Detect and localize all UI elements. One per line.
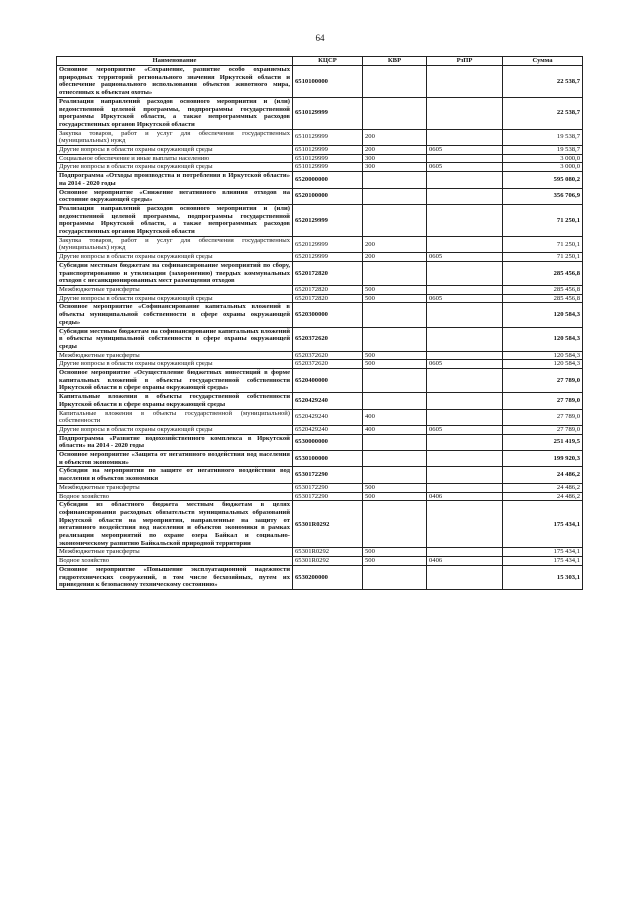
- cell-kvr: [363, 66, 427, 98]
- cell-kcsr: 6530172290: [293, 492, 363, 501]
- cell-name: Основное мероприятие «Снижение негативного влияния отходов на состояние окружающей среды»: [57, 188, 293, 204]
- cell-sum: 24 486,2: [503, 467, 583, 483]
- cell-name: Межбюджетные трансферты: [57, 548, 293, 557]
- header-kcsr: КЦСР: [293, 57, 363, 66]
- cell-sum: 24 486,2: [503, 492, 583, 501]
- cell-kcsr: 65301R0292: [293, 501, 363, 548]
- cell-name: Водное хозяйство: [57, 557, 293, 566]
- cell-kcsr: 6510129999: [293, 146, 363, 155]
- cell-sum: 24 486,2: [503, 483, 583, 492]
- cell-kvr: [363, 97, 427, 129]
- cell-sum: 3 000,0: [503, 154, 583, 163]
- cell-kcsr: 6510129999: [293, 129, 363, 145]
- table-row: [57, 129, 583, 145]
- cell-rzpr: 0605: [427, 253, 503, 262]
- cell-rzpr: [427, 501, 503, 548]
- cell-kvr: 500: [363, 557, 427, 566]
- cell-rzpr: [427, 172, 503, 188]
- cell-rzpr: [427, 236, 503, 252]
- table-row: [57, 163, 583, 172]
- table-row: [57, 393, 583, 409]
- cell-sum: 22 538,7: [503, 66, 583, 98]
- cell-kvr: [363, 303, 427, 327]
- cell-kcsr: 6530000000: [293, 434, 363, 450]
- cell-rzpr: [427, 261, 503, 285]
- cell-kvr: 500: [363, 351, 427, 360]
- table-row: [57, 483, 583, 492]
- header-sum: Сумма: [503, 57, 583, 66]
- cell-sum: 175 434,1: [503, 557, 583, 566]
- table-row: [57, 188, 583, 204]
- cell-kvr: [363, 501, 427, 548]
- cell-kvr: 500: [363, 483, 427, 492]
- cell-kvr: 200: [363, 253, 427, 262]
- header-name: Наименование: [57, 57, 293, 66]
- cell-rzpr: [427, 548, 503, 557]
- cell-kcsr: 6520000000: [293, 172, 363, 188]
- cell-name: Капитальные вложения в объекты государственной собственности Иркутской области в сфере охраны окружающей среды: [57, 393, 293, 409]
- cell-sum: 19 538,7: [503, 129, 583, 145]
- cell-rzpr: [427, 434, 503, 450]
- cell-sum: 22 538,7: [503, 97, 583, 129]
- cell-kvr: [363, 393, 427, 409]
- cell-sum: 3 000,0: [503, 163, 583, 172]
- cell-kcsr: 6520129999: [293, 253, 363, 262]
- cell-rzpr: [427, 129, 503, 145]
- cell-kvr: [363, 327, 427, 351]
- cell-sum: 27 789,0: [503, 425, 583, 434]
- cell-name: Закупка товаров, работ и услуг для обеспечения государственных (муниципальных) нужд: [57, 129, 293, 145]
- cell-rzpr: 0605: [427, 146, 503, 155]
- table-row: [57, 557, 583, 566]
- cell-kvr: 200: [363, 129, 427, 145]
- cell-kvr: [363, 172, 427, 188]
- cell-sum: 71 250,1: [503, 204, 583, 236]
- cell-rzpr: 0605: [427, 294, 503, 303]
- cell-sum: 27 789,0: [503, 369, 583, 393]
- cell-rzpr: [427, 565, 503, 589]
- cell-kvr: 300: [363, 154, 427, 163]
- cell-kcsr: 6530172290: [293, 467, 363, 483]
- cell-sum: 71 250,1: [503, 236, 583, 252]
- cell-kcsr: 6510129999: [293, 163, 363, 172]
- cell-name: Другие вопросы в области охраны окружающей среды: [57, 146, 293, 155]
- header-rzpr: РзПР: [427, 57, 503, 66]
- table-row: [57, 294, 583, 303]
- cell-kvr: 500: [363, 492, 427, 501]
- table-row: [57, 172, 583, 188]
- cell-name: Субсидии из областного бюджета местным бюджетам в целях софинансирования расходных обязательств муниципальных образований Иркутской области на мероприятия, направленные на защиту от негативного воздействия вод населения и объектов экономики в рамках реализации мероприятий по охране озера Байкал и социально-экономическому развитию Байкальской природной территории: [57, 501, 293, 548]
- cell-kvr: 500: [363, 548, 427, 557]
- cell-rzpr: [427, 303, 503, 327]
- cell-name: Другие вопросы в области охраны окружающей среды: [57, 360, 293, 369]
- cell-rzpr: [427, 467, 503, 483]
- cell-rzpr: [427, 285, 503, 294]
- table-row: [57, 303, 583, 327]
- budget-table: [56, 56, 583, 590]
- cell-kvr: 500: [363, 294, 427, 303]
- cell-kcsr: 6510129999: [293, 154, 363, 163]
- cell-sum: 595 080,2: [503, 172, 583, 188]
- cell-sum: 285 456,8: [503, 294, 583, 303]
- cell-kcsr: 6520429240: [293, 409, 363, 425]
- cell-rzpr: [427, 204, 503, 236]
- cell-kcsr: 6520372620: [293, 327, 363, 351]
- cell-sum: 175 434,1: [503, 548, 583, 557]
- cell-rzpr: [427, 97, 503, 129]
- cell-sum: 285 456,8: [503, 285, 583, 294]
- table-row: [57, 154, 583, 163]
- table-row: [57, 467, 583, 483]
- cell-kvr: 200: [363, 146, 427, 155]
- cell-rzpr: [427, 66, 503, 98]
- cell-rzpr: [427, 154, 503, 163]
- cell-name: Социальное обеспечение и иные выплаты населению: [57, 154, 293, 163]
- cell-rzpr: [427, 393, 503, 409]
- cell-kcsr: 6520172820: [293, 285, 363, 294]
- cell-sum: 251 419,5: [503, 434, 583, 450]
- cell-sum: 120 584,3: [503, 303, 583, 327]
- cell-sum: 356 706,9: [503, 188, 583, 204]
- cell-kcsr: 65301R0292: [293, 548, 363, 557]
- cell-kcsr: 6520129999: [293, 204, 363, 236]
- cell-kvr: 400: [363, 409, 427, 425]
- cell-name: Основное мероприятие «Осуществление бюджетных инвестиций в форме капитальных вложений в объекты государственной собственности Иркутской области в сфере охраны окружающей среды»: [57, 369, 293, 393]
- table-row: [57, 285, 583, 294]
- cell-sum: 175 434,1: [503, 501, 583, 548]
- cell-rzpr: 0605: [427, 360, 503, 369]
- cell-kcsr: 6510100000: [293, 66, 363, 98]
- table-row: [57, 425, 583, 434]
- cell-kcsr: 6520300000: [293, 303, 363, 327]
- table-row: [57, 360, 583, 369]
- cell-name: Другие вопросы в области охраны окружающей среды: [57, 425, 293, 434]
- cell-rzpr: [427, 369, 503, 393]
- cell-name: Капитальные вложения в объекты государственной (муниципальной) собственности: [57, 409, 293, 425]
- cell-name: Другие вопросы в области охраны окружающей среды: [57, 253, 293, 262]
- cell-kcsr: 6530172290: [293, 483, 363, 492]
- cell-rzpr: 0605: [427, 425, 503, 434]
- table-row: [57, 409, 583, 425]
- cell-sum: 27 789,0: [503, 409, 583, 425]
- cell-name: Основное мероприятие «Софинансирование капитальных вложений в объекты муниципальной собственности в сфере охраны окружающей среды»: [57, 303, 293, 327]
- cell-name: Основное мероприятие «Защита от негативного воздействия вод населения и объектов экономики»: [57, 451, 293, 467]
- cell-rzpr: [427, 188, 503, 204]
- cell-rzpr: 0406: [427, 557, 503, 566]
- table-row: [57, 451, 583, 467]
- cell-kcsr: 6520129999: [293, 236, 363, 252]
- table-row: [57, 434, 583, 450]
- cell-kvr: [363, 434, 427, 450]
- cell-name: Водное хозяйство: [57, 492, 293, 501]
- cell-name: Подпрограмма «Развитие водохозяйственного комплекса в Иркутской области» на 2014 - 2020 годы: [57, 434, 293, 450]
- table-row: [57, 565, 583, 589]
- table-body: [57, 66, 583, 590]
- cell-kvr: [363, 261, 427, 285]
- cell-sum: 15 303,1: [503, 565, 583, 589]
- cell-rzpr: [427, 451, 503, 467]
- cell-name: Субсидии на мероприятия по защите от негативного воздействия вод населения и объектов экономики: [57, 467, 293, 483]
- table-row: [57, 236, 583, 252]
- cell-kvr: 300: [363, 163, 427, 172]
- table-row: [57, 492, 583, 501]
- cell-rzpr: [427, 351, 503, 360]
- cell-sum: 71 250,1: [503, 253, 583, 262]
- cell-name: Основное мероприятие «Сохранение, развитие особо охраняемых природных территорий регионального значения Иркутской области и обеспечение рационального использования объектов животного мира, отнесенных к объектам охоты»: [57, 66, 293, 98]
- table-row: [57, 66, 583, 98]
- cell-name: Закупка товаров, работ и услуг для обеспечения государственных (муниципальных) нужд: [57, 236, 293, 252]
- header-kvr: КВР: [363, 57, 427, 66]
- cell-kcsr: 6520400000: [293, 369, 363, 393]
- table-row: [57, 369, 583, 393]
- cell-name: Межбюджетные трансферты: [57, 285, 293, 294]
- cell-sum: 120 584,3: [503, 351, 583, 360]
- table-row: [57, 97, 583, 129]
- cell-sum: 27 789,0: [503, 393, 583, 409]
- table-row: [57, 351, 583, 360]
- cell-rzpr: [427, 327, 503, 351]
- cell-kcsr: 6520372620: [293, 360, 363, 369]
- cell-name: Реализация направлений расходов основного мероприятия и (или) ведомственной целевой программы, подпрограммы государственной программы Иркутской области, а также непрограммных расходов государственных органов Иркутской области: [57, 204, 293, 236]
- cell-kcsr: 6520100000: [293, 188, 363, 204]
- cell-name: Другие вопросы в области охраны окружающей среды: [57, 294, 293, 303]
- cell-sum: 19 538,7: [503, 146, 583, 155]
- cell-name: Субсидии местным бюджетам на софинансирование капитальных вложений в объекты муниципальной собственности в сфере охраны окружающей среды: [57, 327, 293, 351]
- cell-kvr: 200: [363, 236, 427, 252]
- cell-name: Межбюджетные трансферты: [57, 483, 293, 492]
- cell-name: Другие вопросы в области охраны окружающей среды: [57, 163, 293, 172]
- cell-kcsr: 6520429240: [293, 393, 363, 409]
- cell-kcsr: 6530200000: [293, 565, 363, 589]
- cell-sum: 285 456,8: [503, 261, 583, 285]
- cell-name: Межбюджетные трансферты: [57, 351, 293, 360]
- cell-kvr: [363, 467, 427, 483]
- cell-name: Субсидии местным бюджетам на софинансирование мероприятий по сбору, транспортированию и утилизации (захоронению) твердых коммунальных отходов с несанкционированных мест размещения отходов: [57, 261, 293, 285]
- cell-kcsr: 65301R0292: [293, 557, 363, 566]
- cell-sum: 120 584,3: [503, 327, 583, 351]
- cell-rzpr: 0605: [427, 163, 503, 172]
- table-row: [57, 204, 583, 236]
- table-row: [57, 146, 583, 155]
- cell-name: Подпрограмма «Отходы производства и потребления в Иркутской области» на 2014 - 2020 годы: [57, 172, 293, 188]
- table-row: [57, 261, 583, 285]
- page-number: 64: [315, 33, 325, 43]
- cell-kvr: [363, 204, 427, 236]
- cell-kcsr: 6520172820: [293, 294, 363, 303]
- cell-rzpr: [427, 409, 503, 425]
- cell-kcsr: 6520372620: [293, 351, 363, 360]
- cell-kvr: 500: [363, 285, 427, 294]
- table-row: [57, 327, 583, 351]
- cell-kcsr: 6520429240: [293, 425, 363, 434]
- cell-kvr: [363, 451, 427, 467]
- cell-name: Основное мероприятие «Повышение эксплуатационной надежности гидротехнических сооружений, в том числе бесхозяйных, путем их приведения к безопасному техническому состоянию»: [57, 565, 293, 589]
- table-header-row: [57, 57, 583, 66]
- cell-sum: 199 920,3: [503, 451, 583, 467]
- cell-sum: 120 584,3: [503, 360, 583, 369]
- cell-rzpr: [427, 483, 503, 492]
- cell-kvr: 400: [363, 425, 427, 434]
- cell-kvr: 500: [363, 360, 427, 369]
- table-row: [57, 501, 583, 548]
- cell-kvr: [363, 565, 427, 589]
- cell-kvr: [363, 188, 427, 204]
- cell-kcsr: 6520172820: [293, 261, 363, 285]
- cell-name: Реализация направлений расходов основного мероприятия и (или) ведомственной целевой программы, подпрограммы государственной программы Иркутской области, а также непрограммных расходов государственных органов Иркутской области: [57, 97, 293, 129]
- table-row: [57, 253, 583, 262]
- cell-kcsr: 6530100000: [293, 451, 363, 467]
- cell-rzpr: 0406: [427, 492, 503, 501]
- table-row: [57, 548, 583, 557]
- cell-kvr: [363, 369, 427, 393]
- cell-kcsr: 6510129999: [293, 97, 363, 129]
